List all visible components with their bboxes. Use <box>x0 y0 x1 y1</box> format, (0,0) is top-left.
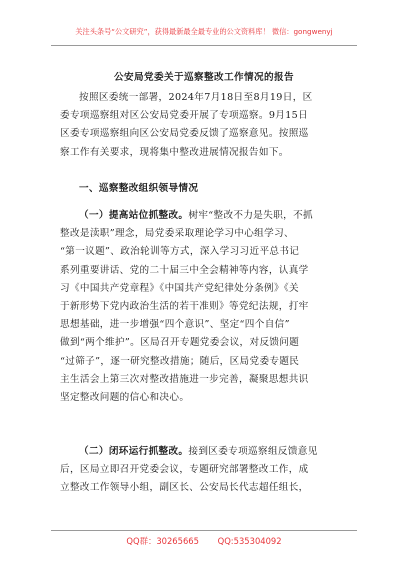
intro-paragraph <box>60 89 348 162</box>
text-line: 后，区局立即召开党委会议，专题研究部署整改工作，成 <box>60 464 309 476</box>
text-line: 整改是渎职”理念，局党委采取理论学习中心组学习、 <box>60 228 294 240</box>
header-divider <box>51 45 357 46</box>
text-line: “过筛子”，逐一研究整改措施；随后，区局党委专题民 <box>60 355 300 367</box>
text-line: 区委专项巡察组向区公安局党委反馈了巡察意见。按照巡 <box>60 128 309 140</box>
qq-group-label: QQ群：30265665 <box>126 536 199 546</box>
document-title: 公安局党委关于巡察整改工作情况的报告 <box>114 72 294 83</box>
text-line: （二）闭环运行抓整改。接到区委专项巡察组反馈意见 <box>79 446 318 457</box>
text-line: 习《中国共产党章程》《中国共产党纪律处分条例》《关 <box>60 282 299 294</box>
text-line: 委专项巡察组对区公安局党委开展了专项巡察。9月15日 <box>60 110 309 122</box>
text-line: 系列重要讲话、党的二十届三中全会精神等内容，认真学 <box>60 264 309 276</box>
footer-contact <box>0 535 408 547</box>
text-line: 主生活会上第三次对整改措施进一步完善，凝聚思想共识 <box>60 373 309 385</box>
qq-label: QQ:535304092 <box>217 536 282 546</box>
text-line: 坚定整改问题的信心和决心。 <box>60 391 190 403</box>
text-line: 察工作有关要求，现将集中整改进展情况报告如下。 <box>60 146 289 158</box>
footer-divider <box>51 530 357 531</box>
text-line: 思想基础，进一步增强“四个意识”、坚定“四个自信” <box>60 319 290 331</box>
paragraph-lead: （一）提高站位抓整改。 <box>79 210 189 221</box>
text-line: “第一议题”、政治轮训等方式，深入学习习近平总书记 <box>60 246 300 258</box>
text-line: 做到“两个维护”。区局召开专题党委会议，对反馈问题 <box>60 337 300 349</box>
top-promo-banner: 关注头条号“公文研究”，获得最新最全最专业的公文资料库！ 微信：gongwenyj <box>75 27 333 36</box>
paragraph-one <box>60 207 348 407</box>
text-line: （一）提高站位抓整改。树牢“整改不力是失职，不抓 <box>79 210 313 221</box>
text-line: 按照区委统一部署，2024年7月18日至8月19日，区 <box>79 92 313 103</box>
paragraph-two <box>60 443 348 498</box>
text-line: 立整改工作领导小组，副区长、公安局长代志超任组长， <box>60 482 309 494</box>
paragraph-lead: （二）闭环运行抓整改。 <box>79 446 189 457</box>
section-heading: 一、巡察整改组织领导情况 <box>79 183 199 194</box>
text-line: 于新形势下党内政治生活的若干准则》等党纪法规，打牢 <box>60 300 309 312</box>
